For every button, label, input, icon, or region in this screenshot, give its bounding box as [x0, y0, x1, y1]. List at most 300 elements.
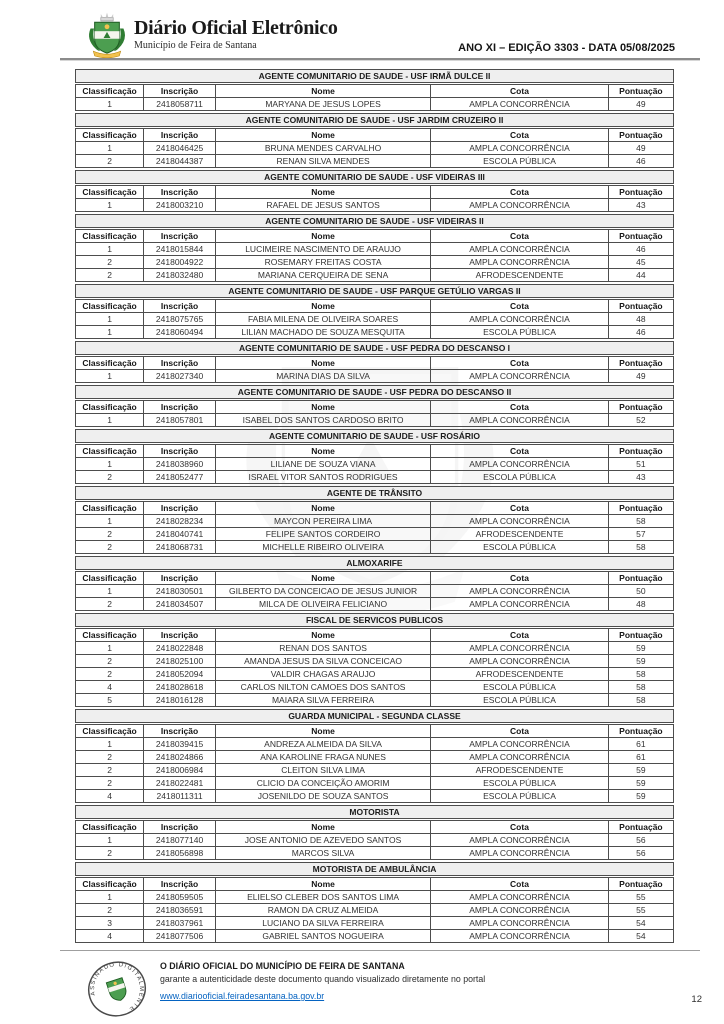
job-section [75, 69, 674, 111]
table-cell: 1 [76, 891, 144, 904]
table-cell: 55 [608, 904, 673, 917]
table-cell: 2418027340 [144, 370, 216, 383]
table-cell: 2418015844 [144, 243, 216, 256]
column-header: Cota [431, 878, 609, 891]
table-cell: 3 [76, 917, 144, 930]
column-header-row [76, 629, 674, 642]
table-cell: AMPLA CONCORRÊNCIA [431, 751, 609, 764]
column-header: Classificação [76, 629, 144, 642]
table-cell: 1 [76, 142, 144, 155]
column-header: Pontuação [608, 357, 673, 370]
table-cell: ISRAEL VITOR SANTOS RODRIGUES [215, 471, 430, 484]
job-section [75, 862, 674, 943]
table-cell: AMPLA CONCORRÊNCIA [431, 917, 609, 930]
column-header: Pontuação [608, 230, 673, 243]
section-title: AGENTE COMUNITARIO DE SAUDE - USF VIDEIRAS III [75, 170, 674, 184]
table-cell: 48 [608, 313, 673, 326]
section-title: AGENTE COMUNITARIO DE SAUDE - USF ROSÁRIO [75, 429, 674, 443]
column-header-row [76, 502, 674, 515]
digital-signature-stamp-icon [82, 956, 152, 1022]
table-cell: BRUNA MENDES CARVALHO [215, 142, 430, 155]
table-row [76, 414, 674, 427]
column-header: Classificação [76, 186, 144, 199]
table-cell: FELIPE SANTOS CORDEIRO [215, 528, 430, 541]
column-header: Pontuação [608, 300, 673, 313]
table-cell: 56 [608, 834, 673, 847]
table-cell: 2418016128 [144, 694, 216, 707]
table-cell: AMPLA CONCORRÊNCIA [431, 515, 609, 528]
column-header-row [76, 572, 674, 585]
table-cell: 59 [608, 777, 673, 790]
column-header: Cota [431, 502, 609, 515]
table-cell: VALDIR CHAGAS ARAUJO [215, 668, 430, 681]
column-header: Classificação [76, 725, 144, 738]
table-row [76, 155, 674, 168]
table-row [76, 471, 674, 484]
column-header: Nome [215, 300, 430, 313]
column-header: Inscrição [144, 85, 216, 98]
column-header: Pontuação [608, 445, 673, 458]
column-header-row [76, 357, 674, 370]
column-header: Nome [215, 186, 430, 199]
table-cell: 2418034507 [144, 598, 216, 611]
column-header: Pontuação [608, 502, 673, 515]
gazette-title: Diário Oficial Eletrônico [134, 17, 338, 39]
table-cell: ESCOLA PÚBLICA [431, 541, 609, 554]
table-cell: CLICIO DA CONCEIÇÃO AMORIM [215, 777, 430, 790]
table-cell: AMPLA CONCORRÊNCIA [431, 370, 609, 383]
table-cell: 2418032480 [144, 269, 216, 282]
column-header: Classificação [76, 572, 144, 585]
column-header-row [76, 821, 674, 834]
column-header: Cota [431, 401, 609, 414]
column-header: Cota [431, 186, 609, 199]
column-header: Inscrição [144, 230, 216, 243]
table-cell: AMPLA CONCORRÊNCIA [431, 642, 609, 655]
table-cell: 2 [76, 598, 144, 611]
table-cell: RAFAEL DE JESUS SANTOS [215, 199, 430, 212]
column-header: Cota [431, 725, 609, 738]
job-section [75, 284, 674, 339]
column-header: Nome [215, 357, 430, 370]
table-cell: 59 [608, 790, 673, 803]
section-title: AGENTE COMUNITARIO DE SAUDE - USF IRMÃ DULCE II [75, 69, 674, 83]
stamp-text: ASSINADO DIGITALMENTE [89, 962, 144, 1013]
section-title: FISCAL DE SERVICOS PUBLICOS [75, 613, 674, 627]
footer-auth-line: garante a autenticidade deste documento quando visualizado diretamente no portal [160, 974, 486, 984]
column-header: Inscrição [144, 401, 216, 414]
table-cell: 52 [608, 414, 673, 427]
job-section [75, 170, 674, 212]
table-cell: 2418022481 [144, 777, 216, 790]
table-cell: 49 [608, 370, 673, 383]
table-cell: AMPLA CONCORRÊNCIA [431, 891, 609, 904]
table-cell: 2418040741 [144, 528, 216, 541]
table-cell: AFRODESCENDENTE [431, 528, 609, 541]
results-table [75, 229, 674, 282]
section-title: ALMOXARIFE [75, 556, 674, 570]
table-row [76, 585, 674, 598]
results-table [75, 128, 674, 168]
table-cell: 4 [76, 681, 144, 694]
table-cell: AMPLA CONCORRÊNCIA [431, 243, 609, 256]
table-cell: 46 [608, 326, 673, 339]
column-header-row [76, 725, 674, 738]
section-title: AGENTE COMUNITARIO DE SAUDE - USF PEDRA DO DESCANSO II [75, 385, 674, 399]
table-cell: 2418052477 [144, 471, 216, 484]
column-header: Nome [215, 572, 430, 585]
table-row [76, 243, 674, 256]
table-cell: AMPLA CONCORRÊNCIA [431, 98, 609, 111]
results-table [75, 877, 674, 943]
table-cell: ESCOLA PÚBLICA [431, 155, 609, 168]
table-cell: ESCOLA PÚBLICA [431, 777, 609, 790]
footer-text-block [160, 960, 485, 1004]
table-cell: 4 [76, 930, 144, 943]
column-header-row [76, 129, 674, 142]
table-row [76, 891, 674, 904]
table-cell: 2 [76, 256, 144, 269]
column-header: Cota [431, 129, 609, 142]
table-cell: MARIANA CERQUEIRA DE SENA [215, 269, 430, 282]
column-header: Pontuação [608, 572, 673, 585]
column-header: Cota [431, 357, 609, 370]
table-cell: MILCA DE OLIVEIRA FELICIANO [215, 598, 430, 611]
table-cell: AFRODESCENDENTE [431, 668, 609, 681]
table-row [76, 642, 674, 655]
table-row [76, 681, 674, 694]
table-cell: 54 [608, 917, 673, 930]
table-cell: 51 [608, 458, 673, 471]
table-row [76, 98, 674, 111]
table-cell: 2 [76, 269, 144, 282]
column-header: Classificação [76, 878, 144, 891]
table-cell: RAMON DA CRUZ ALMEIDA [215, 904, 430, 917]
column-header: Classificação [76, 502, 144, 515]
table-row [76, 541, 674, 554]
column-header: Pontuação [608, 878, 673, 891]
table-cell: 2 [76, 777, 144, 790]
table-cell: 43 [608, 471, 673, 484]
table-cell: AMPLA CONCORRÊNCIA [431, 655, 609, 668]
job-section [75, 486, 674, 554]
table-cell: 59 [608, 764, 673, 777]
table-cell: 1 [76, 515, 144, 528]
table-cell: MAYCON PEREIRA LIMA [215, 515, 430, 528]
table-row [76, 694, 674, 707]
table-cell: 1 [76, 834, 144, 847]
table-row [76, 917, 674, 930]
table-cell: 2 [76, 541, 144, 554]
table-cell: 2418057801 [144, 414, 216, 427]
column-header: Classificação [76, 357, 144, 370]
table-row [76, 904, 674, 917]
table-cell: LILIAN MACHADO DE SOUZA MESQUITA [215, 326, 430, 339]
column-header: Pontuação [608, 629, 673, 642]
table-row [76, 458, 674, 471]
table-cell: 2418037961 [144, 917, 216, 930]
results-table [75, 400, 674, 427]
section-title: GUARDA MUNICIPAL - SEGUNDA CLASSE [75, 709, 674, 723]
column-header-row [76, 85, 674, 98]
column-header: Inscrição [144, 502, 216, 515]
table-cell: 2418028234 [144, 515, 216, 528]
table-cell: LILIANE DE SOUZA VIANA [215, 458, 430, 471]
table-row [76, 370, 674, 383]
table-cell: 2418058711 [144, 98, 216, 111]
table-cell: 2418077506 [144, 930, 216, 943]
table-cell: 54 [608, 930, 673, 943]
table-cell: 2 [76, 751, 144, 764]
column-header: Nome [215, 629, 430, 642]
table-cell: 46 [608, 243, 673, 256]
table-cell: CARLOS NILTON CAMOES DOS SANTOS [215, 681, 430, 694]
section-title: MOTORISTA DE AMBULÂNCIA [75, 862, 674, 876]
table-cell: 58 [608, 694, 673, 707]
table-row [76, 515, 674, 528]
table-row [76, 751, 674, 764]
column-header: Inscrição [144, 821, 216, 834]
job-section [75, 805, 674, 860]
table-cell: 1 [76, 313, 144, 326]
table-cell: AMPLA CONCORRÊNCIA [431, 834, 609, 847]
table-cell: AMPLA CONCORRÊNCIA [431, 904, 609, 917]
column-header: Classificação [76, 445, 144, 458]
table-cell: 2418060494 [144, 326, 216, 339]
table-cell: 2418077140 [144, 834, 216, 847]
results-table [75, 820, 674, 860]
table-cell: 58 [608, 681, 673, 694]
column-header-row [76, 186, 674, 199]
table-cell: ESCOLA PÚBLICA [431, 694, 609, 707]
column-header: Cota [431, 821, 609, 834]
results-table [75, 185, 674, 212]
table-cell: 1 [76, 585, 144, 598]
table-cell: MARINA DIAS DA SILVA [215, 370, 430, 383]
table-cell: 46 [608, 155, 673, 168]
table-row [76, 269, 674, 282]
column-header: Pontuação [608, 821, 673, 834]
table-cell: 61 [608, 751, 673, 764]
header-divider [60, 58, 700, 61]
column-header-row [76, 878, 674, 891]
job-section [75, 429, 674, 484]
municipality-crest-icon [85, 12, 129, 60]
column-header: Cota [431, 629, 609, 642]
table-cell: 48 [608, 598, 673, 611]
column-header: Nome [215, 129, 430, 142]
table-cell: 2 [76, 155, 144, 168]
table-cell: AMPLA CONCORRÊNCIA [431, 458, 609, 471]
table-cell: 2 [76, 655, 144, 668]
table-cell: 56 [608, 847, 673, 860]
column-header: Classificação [76, 300, 144, 313]
column-header-row [76, 300, 674, 313]
table-cell: 2418004922 [144, 256, 216, 269]
column-header: Inscrição [144, 357, 216, 370]
table-row [76, 668, 674, 681]
section-title: AGENTE DE TRÂNSITO [75, 486, 674, 500]
column-header: Nome [215, 230, 430, 243]
table-cell: 1 [76, 458, 144, 471]
table-cell: AMPLA CONCORRÊNCIA [431, 598, 609, 611]
table-cell: 1 [76, 243, 144, 256]
table-cell: 4 [76, 790, 144, 803]
section-title: AGENTE COMUNITARIO DE SAUDE - USF VIDEIRAS II [75, 214, 674, 228]
table-cell: AFRODESCENDENTE [431, 269, 609, 282]
column-header: Pontuação [608, 186, 673, 199]
table-row [76, 764, 674, 777]
table-cell: 1 [76, 326, 144, 339]
table-cell: GABRIEL SANTOS NOGUEIRA [215, 930, 430, 943]
column-header: Nome [215, 502, 430, 515]
column-header: Inscrição [144, 725, 216, 738]
table-cell: ESCOLA PÚBLICA [431, 681, 609, 694]
column-header: Pontuação [608, 401, 673, 414]
column-header: Nome [215, 821, 430, 834]
table-cell: 2418028618 [144, 681, 216, 694]
table-cell: ANA KAROLINE FRAGA NUNES [215, 751, 430, 764]
section-title: AGENTE COMUNITARIO DE SAUDE - USF JARDIM CRUZEIRO II [75, 113, 674, 127]
table-cell: 44 [608, 269, 673, 282]
table-cell: MICHELLE RIBEIRO OLIVEIRA [215, 541, 430, 554]
results-table [75, 84, 674, 111]
table-cell: AMPLA CONCORRÊNCIA [431, 256, 609, 269]
portal-link[interactable]: www.diariooficial.feiradesantana.ba.gov.br [160, 991, 325, 1001]
table-cell: 2418052094 [144, 668, 216, 681]
table-cell: 1 [76, 370, 144, 383]
table-cell: MAIARA SILVA FERREIRA [215, 694, 430, 707]
table-cell: 2 [76, 847, 144, 860]
table-cell: MARYANA DE JESUS LOPES [215, 98, 430, 111]
table-row [76, 256, 674, 269]
column-header-row [76, 445, 674, 458]
table-cell: RENAN DOS SANTOS [215, 642, 430, 655]
job-section [75, 113, 674, 168]
table-row [76, 655, 674, 668]
table-cell: 2418068731 [144, 541, 216, 554]
table-cell: 2418025100 [144, 655, 216, 668]
results-table [75, 571, 674, 611]
column-header: Inscrição [144, 445, 216, 458]
table-cell: AMPLA CONCORRÊNCIA [431, 847, 609, 860]
table-row [76, 199, 674, 212]
results-table [75, 444, 674, 484]
job-section [75, 556, 674, 611]
results-table [75, 356, 674, 383]
job-section [75, 341, 674, 383]
column-header: Nome [215, 445, 430, 458]
table-cell: 49 [608, 142, 673, 155]
table-cell: 2418044387 [144, 155, 216, 168]
table-cell: 2418011311 [144, 790, 216, 803]
table-cell: JOSENILDO DE SOUZA SANTOS [215, 790, 430, 803]
column-header: Cota [431, 230, 609, 243]
table-cell: 2418046425 [144, 142, 216, 155]
column-header-row [76, 230, 674, 243]
table-cell: AMPLA CONCORRÊNCIA [431, 414, 609, 427]
municipality-name: Município de Feira de Santana [134, 40, 257, 51]
table-cell: ANDREZA ALMEIDA DA SILVA [215, 738, 430, 751]
table-cell: 45 [608, 256, 673, 269]
section-title: MOTORISTA [75, 805, 674, 819]
table-row [76, 598, 674, 611]
table-cell: 58 [608, 515, 673, 528]
column-header: Nome [215, 401, 430, 414]
edition-info: ANO XI – EDIÇÃO 3303 - DATA 05/08/2025 [458, 42, 675, 54]
table-cell: ROSEMARY FREITAS COSTA [215, 256, 430, 269]
table-cell: 2 [76, 904, 144, 917]
column-header: Inscrição [144, 629, 216, 642]
table-cell: 2 [76, 764, 144, 777]
table-cell: 1 [76, 199, 144, 212]
job-section [75, 613, 674, 707]
column-header: Cota [431, 572, 609, 585]
table-cell: 55 [608, 891, 673, 904]
table-cell: 2 [76, 668, 144, 681]
table-cell: 2 [76, 528, 144, 541]
table-cell: 1 [76, 98, 144, 111]
table-cell: AMPLA CONCORRÊNCIA [431, 199, 609, 212]
column-header: Pontuação [608, 85, 673, 98]
column-header: Inscrição [144, 186, 216, 199]
results-table [75, 724, 674, 803]
table-row [76, 326, 674, 339]
table-cell: 43 [608, 199, 673, 212]
column-header: Nome [215, 85, 430, 98]
table-cell: 2418024866 [144, 751, 216, 764]
table-row [76, 930, 674, 943]
table-cell: ESCOLA PÚBLICA [431, 471, 609, 484]
table-cell: RENAN SILVA MENDES [215, 155, 430, 168]
table-cell: ESCOLA PÚBLICA [431, 790, 609, 803]
column-header: Nome [215, 725, 430, 738]
table-cell: LUCIANO DA SILVA FERREIRA [215, 917, 430, 930]
table-cell: 1 [76, 414, 144, 427]
table-cell: 2418039415 [144, 738, 216, 751]
table-row [76, 313, 674, 326]
table-cell: MARCOS SILVA [215, 847, 430, 860]
column-header: Classificação [76, 821, 144, 834]
column-header: Cota [431, 300, 609, 313]
table-cell: AMPLA CONCORRÊNCIA [431, 313, 609, 326]
section-title: AGENTE COMUNITARIO DE SAUDE - USF PEDRA DO DESCANSO I [75, 341, 674, 355]
table-cell: AMPLA CONCORRÊNCIA [431, 738, 609, 751]
table-cell: 58 [608, 541, 673, 554]
table-cell: AMANDA JESUS DA SILVA CONCEICAO [215, 655, 430, 668]
table-cell: 49 [608, 98, 673, 111]
column-header: Classificação [76, 230, 144, 243]
masthead [134, 17, 338, 51]
table-cell: 2418075765 [144, 313, 216, 326]
column-header-row [76, 401, 674, 414]
column-header: Inscrição [144, 572, 216, 585]
job-section [75, 214, 674, 282]
table-cell: 58 [608, 668, 673, 681]
column-header: Classificação [76, 129, 144, 142]
table-cell: LUCIMEIRE NASCIMENTO DE ARAUJO [215, 243, 430, 256]
column-header: Pontuação [608, 129, 673, 142]
footer-divider [60, 950, 700, 951]
table-cell: 50 [608, 585, 673, 598]
table-row [76, 847, 674, 860]
table-cell: ESCOLA PÚBLICA [431, 326, 609, 339]
table-cell: 61 [608, 738, 673, 751]
column-header: Pontuação [608, 725, 673, 738]
results-table [75, 299, 674, 339]
table-row [76, 790, 674, 803]
table-cell: JOSE ANTONIO DE AZEVEDO SANTOS [215, 834, 430, 847]
